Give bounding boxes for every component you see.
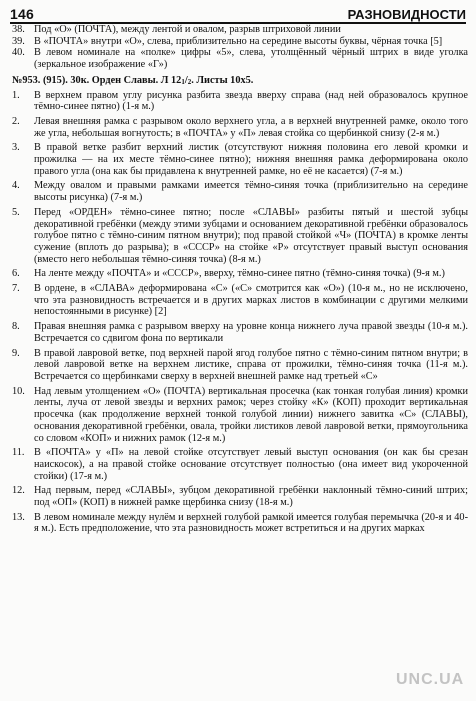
item-text: Левая внешняя рамка с разрывом около верхнего угла, а в верхней внутренней рамке, около того же угла, небольшая вогнутость; в «ПОЧТА» у «П» левая стойка со щербинкой снизу (2-я м.) <box>34 115 468 139</box>
item-text: Над первым, перед «СЛАВЫ», зубцом декоративной гребёнки наклонный тёмно-синий штрих; под «ОП» (КОП) в нижней рамке щербинка снизу (18-я м.) <box>34 485 468 509</box>
item-text: Под «О» (ПОЧТА), между лентой и овалом, разрыв штриховой линии <box>34 24 341 35</box>
heading-subscript: 2 <box>187 77 192 86</box>
item-number: 39. <box>12 35 25 47</box>
item-text: Перед «ОРДЕН» тёмно-синее пятно; после «СЛАВЫ» разбиты пятый и шестой зубцы декоративной гребёнки (между этими зубцами и основанием декоративной гребёнки образовалось голубое пятно с тёмно-синим пятном внутри); под правой стойкой «Ч» (ПОЧТА) в кромке ленты сужение (вплоть до разрыва); в «СССР» на стойке «Р» отсутствует правый выступ основания (вместо него небольшая тёмно-синяя точка) (8-я м.) <box>34 206 468 265</box>
list-item <box>12 447 468 482</box>
item-text: В левом номинале между нулём и верхней голубой рамкой имеется голубая перемычка (20-я и 40-я м.). Есть предположение, что эта разновидность может встретиться и на других марках <box>34 511 468 535</box>
item-number: 9. <box>12 347 20 359</box>
heading-text-end: . Листы 10х5. <box>191 74 254 86</box>
list-item <box>12 24 468 36</box>
item-text: В левом номинале на «полке» цифры «5», слева, утолщённый чёрный штрих в виде уголка (зеркальное изображение «Г») <box>34 47 468 71</box>
item-text: В «ПОЧТА» внутри «О», слева, приблизительно на середине высоты буквы, чёрная точка [5] <box>34 35 443 47</box>
item-number: 38. <box>12 24 25 35</box>
item-text: В «ПОЧТА» у «П» на левой стойке отсутствует левый выступ основания (он как бы срезан наискосок), а на правой стойке основание отсутствует полностью (она имеет вид укороченной стойки) (17-я м.) <box>34 447 468 482</box>
item-number: 5. <box>12 206 20 218</box>
list-item <box>12 90 468 113</box>
item-number: 12. <box>12 485 25 497</box>
item-number: 2. <box>12 115 20 127</box>
item-text: Над левым утолщением «О» (ПОЧТА) вертикальная просечка (как тонкая голубая линия) кромки ленты, луча от левой звезды и верхних рамок; через стойку «К» (КОП) проходит вертикальная просечка (как продолжение верхней тонкой голубой линии) нижнего завитка «С» (СЛАВЫ), основания декоративной гребёнки, овала, тройки листиков левой лавровой ветки, прямоугольника со словом «КОП» и нижних рамок (12-я м.) <box>34 385 468 444</box>
page-number: 146 <box>10 6 34 22</box>
item-text: На ленте между «ПОЧТА» и «СССР», вверху, тёмно-синее пятно (тёмно-синяя точка) (9-я м.) <box>34 268 445 280</box>
list-item <box>12 321 468 344</box>
item-number: 6. <box>12 268 20 280</box>
list-item <box>12 207 468 266</box>
watermark-logo: UNC.UA <box>396 671 465 688</box>
list-item <box>12 348 468 383</box>
section-heading <box>12 75 468 89</box>
item-number: 1. <box>12 89 20 101</box>
item-text: В верхнем правом углу рисунка разбита звезда вверху справа (над ней образовалось крупное тёмно-синее пятно) (1-я м.) <box>34 89 468 113</box>
item-text: Правая внешняя рамка с разрывом вверху на уровне конца нижнего луча правой звезды (10-я м.). Встречается со сдвигом фона по вертикали <box>34 321 468 344</box>
heading-text: №953. (915). 30к. Орден Славы. Л 12 <box>12 74 182 86</box>
running-title: РАЗНОВИДНОСТИ <box>347 7 466 22</box>
list-item <box>12 283 468 318</box>
item-text: Между овалом и правыми рамками имеется тёмно-синяя точка (приблизительно на середине высоты рисунка) (7-я м.) <box>34 180 468 204</box>
page-header <box>10 2 466 24</box>
item-number: 3. <box>12 142 20 154</box>
item-number: 10. <box>12 385 25 397</box>
item-text: В правой лавровой ветке, под верхней парой ягод голубое пятно с тёмно-синим пятном внутри; в левой лавровой ветке на верхнем листике, справа от прожилки, тёмно-синяя точка (11-я м.). Встречается со щербинками сверху в верхней внешней рамке над третьей «С» <box>34 347 468 382</box>
list-item <box>12 116 468 139</box>
list-item <box>12 180 468 203</box>
list-item <box>12 47 468 70</box>
item-text: В правой ветке разбит верхний листик (отсутствуют нижняя половина его левой кромки и прожилка — на их месте тёмно-синее пятно); нижняя внешняя рамка деформирована около правого угла (она как бы придавлена к внутренней рамке, но её не касается) (7-я м.) <box>34 142 468 177</box>
item-number: 11. <box>12 447 25 459</box>
list-item <box>12 512 468 535</box>
item-number: 7. <box>12 283 20 295</box>
list-item <box>12 485 468 508</box>
item-number: 4. <box>12 180 20 192</box>
list-item <box>12 36 468 48</box>
item-number: 40. <box>12 47 25 59</box>
heading-slash: / <box>184 74 188 86</box>
item-number: 8. <box>12 321 20 333</box>
list-item <box>12 386 468 445</box>
list-item <box>12 268 468 280</box>
page-body <box>12 24 468 535</box>
list-item <box>12 142 468 177</box>
item-text: В ордене, в «СЛАВА» деформирована «С» («С» смотрится как «О») (10-я м., но не исключено, что эта разновидность встречается и в других марках листов в комбинации с другими мелкими непостоянными в рисунке) [2] <box>34 283 468 318</box>
heading-superscript: 1 <box>181 77 185 86</box>
item-number: 13. <box>12 511 25 523</box>
